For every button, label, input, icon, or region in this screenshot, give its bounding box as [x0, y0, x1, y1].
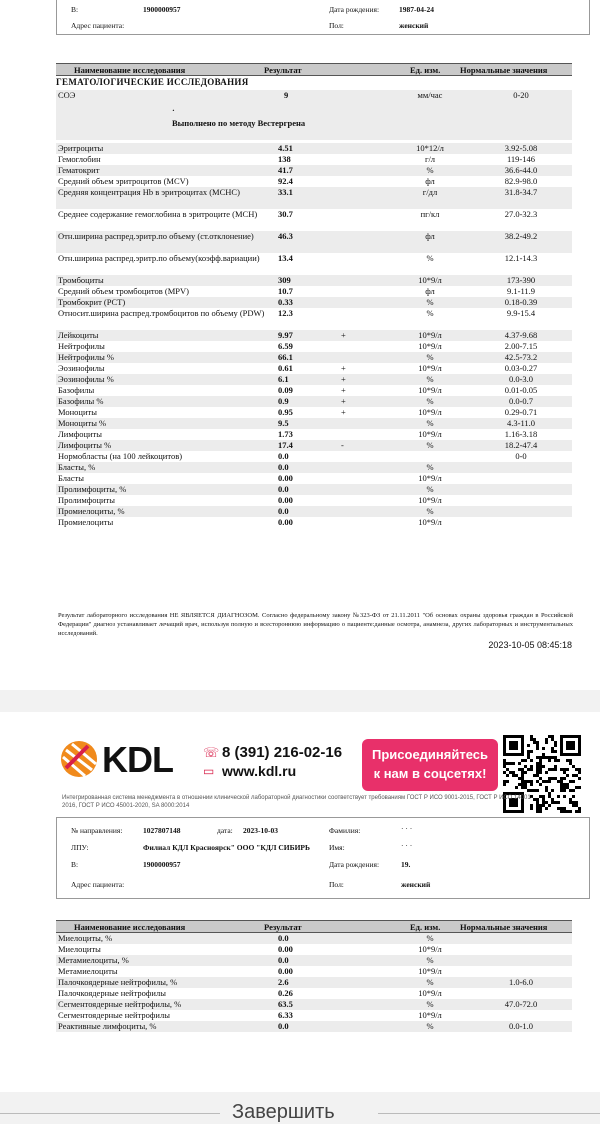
row-unit: 10*12/л: [416, 143, 444, 153]
row-name: Пролимфоциты: [58, 495, 115, 505]
row-value: 0.00: [278, 495, 293, 505]
row-unit: %: [426, 462, 434, 472]
row-name: Тромбоциты: [58, 275, 104, 285]
row-norm: 0.03-0.27: [504, 363, 538, 373]
method-note-row: [56, 102, 572, 140]
table-row: [56, 209, 572, 231]
row-norm: 0.0-0.7: [508, 396, 534, 406]
table-row: [56, 176, 572, 187]
row-norm: 0.01-0.05: [504, 385, 538, 395]
date-value: 2023-10-03: [243, 826, 278, 835]
row-unit: г/дл: [422, 187, 438, 197]
bottom-divider-right: [378, 1113, 600, 1114]
row-flag: +: [341, 407, 346, 417]
row-value: 10.7: [278, 286, 293, 296]
website-link[interactable]: www.kdl.ru: [222, 763, 297, 779]
header-unit-2: Ед. изм.: [410, 922, 441, 932]
lpu-label: ЛПУ:: [71, 843, 89, 852]
table-row: [56, 977, 572, 988]
row-value: 0.0: [278, 955, 289, 965]
row-name: Средняя концентрация Hb в эритроцитах (MCHC): [58, 187, 240, 197]
row-value: 0.00: [278, 966, 293, 976]
id-value-2: 1900000957: [143, 860, 181, 869]
row-value: 0.0: [278, 933, 289, 943]
row-value: 41.7: [278, 165, 293, 175]
table-row: [56, 506, 572, 517]
row-value: 0.00: [278, 473, 293, 483]
disclaimer-footnote: Результат лабораторного исследования НЕ ЯВЛЯЕТСЯ ДИАГНОЗОМ. Согласно федеральному закону №323-ФЗ от 21.11.2011 "Об основах охраны здоровья граждан в Российской Федерации" диагноз устанавливает лечащий врач, используя полную и всестороннюю информацию о пациенте:данные осмотра, анамнеза, других лабораторных и инструментальных исследований.: [58, 612, 573, 637]
finish-button[interactable]: Завершить: [232, 1101, 335, 1123]
table-row: [56, 495, 572, 506]
row-flag: +: [341, 330, 346, 340]
row-name: Гематокрит: [58, 165, 100, 175]
row-unit: %: [426, 999, 434, 1009]
table-row: [56, 429, 572, 440]
bottom-divider-left: [0, 1113, 220, 1114]
row-norm: 1.16-3.18: [504, 429, 538, 439]
patient-info-box: [56, 0, 590, 35]
promo-line-2: к нам в соцсетях!: [373, 766, 487, 781]
row-norm: 31.8-34.7: [504, 187, 538, 197]
phone-number: 8 (391) 216-02-16: [222, 744, 343, 761]
promo-line-1: Присоединяйтесь: [372, 747, 488, 762]
row-unit: %: [426, 440, 434, 450]
row-name: Нейтрофилы: [58, 341, 105, 351]
header-result: Результат: [264, 65, 302, 75]
table-row: [56, 1021, 572, 1032]
row-norm: 9.9-15.4: [506, 308, 536, 318]
row-unit: %: [426, 297, 434, 307]
dob-value-2: 19.: [401, 860, 411, 869]
row-norm: 9.1-11.9: [506, 286, 535, 296]
row-unit: %: [426, 418, 434, 428]
row-value: 17.4: [278, 440, 293, 450]
row-value: 13.4: [278, 253, 293, 263]
row-unit: г/л: [424, 154, 436, 164]
social-promo-banner[interactable]: [362, 739, 498, 791]
table-row: [56, 308, 572, 330]
row-value: 6.1: [278, 374, 289, 384]
table-row: [56, 955, 572, 966]
row-name: Средний объем тромбоцитов (MPV): [58, 286, 189, 296]
sex-label-2: Пол:: [329, 880, 344, 889]
row-value: 30.7: [278, 209, 293, 219]
row-unit: пг/кл: [420, 209, 440, 219]
row-name: Отн.ширина распред.эритр.по объему(коэфф.вариации): [58, 253, 260, 263]
row-value: 0.0: [278, 1021, 289, 1031]
row-unit: фл: [425, 176, 435, 186]
row-unit: 10*9/л: [418, 1010, 442, 1020]
table-row: [56, 352, 572, 363]
row-unit: 10*9/л: [418, 429, 442, 439]
table-row: [56, 462, 572, 473]
kdl-logo-icon: [60, 740, 98, 778]
table-row: [56, 341, 572, 352]
results-table-header: [56, 63, 572, 76]
row-unit: 10*9/л: [418, 275, 442, 285]
table-row: [56, 396, 572, 407]
row-value: 0.0: [278, 462, 289, 472]
header-norm: Нормальные значения: [460, 65, 548, 75]
table-row: [56, 966, 572, 977]
row-unit: 10*9/л: [418, 988, 442, 998]
row-name: Метамиелоциты: [58, 966, 118, 976]
row-value: 12.3: [278, 308, 293, 318]
table-row: [56, 374, 572, 385]
header-name: Наименование исследования: [74, 65, 186, 75]
row-flag: -: [341, 440, 344, 450]
row-name: Базофилы %: [58, 396, 104, 406]
sex-label: Пол:: [329, 21, 344, 30]
row-unit: %: [426, 955, 434, 965]
row-norm: 47.0-72.0: [504, 999, 538, 1009]
row-value: 66.1: [278, 352, 293, 362]
row-value: 46.3: [278, 231, 293, 241]
row-unit: %: [426, 308, 434, 318]
table-row: [56, 418, 572, 429]
table-row: [56, 231, 572, 253]
row-name: Гемоглобин: [58, 154, 101, 164]
row-flag: +: [341, 385, 346, 395]
id-label: В:: [71, 5, 79, 14]
row-unit: 10*9/л: [418, 385, 442, 395]
row-name: СОЭ: [58, 90, 76, 100]
row-name: Среднее содержание гемоглобина в эритроците (MCH): [58, 209, 258, 219]
row-unit: 10*9/л: [418, 407, 442, 417]
results-table-header-2: [56, 920, 572, 933]
row-unit: %: [426, 374, 434, 384]
row-value: 309: [278, 275, 291, 285]
table-row: [56, 988, 572, 999]
row-unit: 10*9/л: [418, 495, 442, 505]
table-row: [56, 363, 572, 374]
row-norm: 2.00-7.15: [504, 341, 538, 351]
address-label: Адрес пациента:: [71, 21, 125, 30]
surname-value: · · ·: [401, 824, 413, 833]
row-name: Бласты: [58, 473, 84, 483]
row-name: Базофилы: [58, 385, 95, 395]
row-value: 1.73: [278, 429, 293, 439]
row-value: 0.0: [278, 451, 289, 461]
row-name: Промиелоциты: [58, 517, 114, 527]
table-row: [56, 385, 572, 396]
phone-icon: ☏: [203, 745, 220, 760]
name-value: · · ·: [401, 841, 413, 850]
table-row: [56, 999, 572, 1010]
id-value: 1900000957: [143, 5, 181, 14]
sex-value: женский: [399, 21, 429, 30]
row-norm: 18.2-47.4: [504, 440, 538, 450]
row-norm: 0-20: [513, 90, 529, 100]
lpu-value: Филиал КДЛ Красноярск" ООО "КДЛ СИБИРЬ: [143, 843, 310, 852]
table-row: [56, 154, 572, 165]
row-norm: 0.0-3.0: [508, 374, 534, 384]
row-name: Нормобласты (на 100 лейкоцитов): [58, 451, 183, 461]
header-unit: Ед. изм.: [410, 65, 441, 75]
table-row: [56, 297, 572, 308]
table-row: [56, 1010, 572, 1021]
row-norm: 3.92-5.08: [504, 143, 538, 153]
row-unit: %: [426, 352, 434, 362]
name-label: Имя:: [329, 843, 345, 852]
row-unit: 10*9/л: [418, 330, 442, 340]
row-norm: 27.0-32.3: [504, 209, 538, 219]
row-name: Палочкоядерные нейтрофилы: [58, 988, 166, 998]
method-dot: ·: [172, 105, 175, 115]
row-flag: +: [341, 363, 346, 373]
table-row: [56, 407, 572, 418]
table-row: [56, 143, 572, 154]
header-norm-2: Нормальные значения: [460, 922, 548, 932]
monitor-icon: ▭: [203, 764, 215, 778]
row-unit: мм/час: [417, 90, 443, 100]
row-unit: %: [426, 1021, 434, 1031]
row-norm: 36.6-44.0: [504, 165, 538, 175]
row-unit: 10*9/л: [418, 944, 442, 954]
row-unit: 10*9/л: [418, 517, 442, 527]
table-row: [56, 484, 572, 495]
table-row: [56, 440, 572, 451]
row-norm: 0.29-0.71: [504, 407, 538, 417]
row-norm: 4.37-9.68: [504, 330, 538, 340]
row-value: 0.61: [278, 363, 293, 373]
row-name: Сегментоядерные нейтрофилы, %: [58, 999, 182, 1009]
table-row: [56, 275, 572, 286]
row-name: Эозинофилы: [58, 363, 105, 373]
row-value: 0.95: [278, 407, 293, 417]
row-norm: 0.18-0.39: [504, 297, 538, 307]
row-value: 63.5: [278, 999, 293, 1009]
row-norm: 173-390: [506, 275, 536, 285]
row-value: 0.26: [278, 988, 293, 998]
row-value: 0.0: [278, 484, 289, 494]
row-flag: +: [341, 396, 346, 406]
referral-label: № направления:: [71, 826, 123, 835]
row-value: 92.4: [278, 176, 293, 186]
row-norm: 42.5-73.2: [504, 352, 538, 362]
row-norm: 38.2-49.2: [504, 231, 538, 241]
row-name: Эозинофилы %: [58, 374, 114, 384]
row-name: Метамиелоциты, %: [58, 955, 129, 965]
row-unit: 10*9/л: [418, 473, 442, 483]
row-unit: фл: [425, 286, 435, 296]
referral-value: 1027807148: [143, 826, 181, 835]
row-name: Нейтрофилы %: [58, 352, 114, 362]
dob-label-2: Дата рождения:: [329, 860, 380, 869]
header-name-2: Наименование исследования: [74, 922, 186, 932]
row-value: 9.5: [278, 418, 289, 428]
id-label-2: В:: [71, 860, 79, 869]
row-value: 0.00: [278, 944, 293, 954]
row-unit: 10*9/л: [418, 363, 442, 373]
row-value: 9.97: [278, 330, 293, 340]
row-unit: %: [426, 253, 434, 263]
section-title: ГЕМАТОЛОГИЧЕСКИЕ ИССЛЕДОВАНИЯ: [56, 77, 249, 87]
table-row: [56, 253, 572, 275]
table-row: [56, 933, 572, 944]
row-value: 0.09: [278, 385, 293, 395]
row-unit: %: [426, 506, 434, 516]
row-unit: %: [426, 484, 434, 494]
row-norm: 119-146: [506, 154, 535, 164]
row-name: Промиелоциты, %: [58, 506, 125, 516]
row-norm: 0-0: [515, 451, 527, 461]
row-name: Сегментоядерные нейтрофилы: [58, 1010, 170, 1020]
row-value: 2.6: [278, 977, 289, 987]
table-row: [56, 330, 572, 341]
row-norm: 4.3-11.0: [506, 418, 535, 428]
row-norm: 82.9-98.0: [504, 176, 538, 186]
row-name: Бласты, %: [58, 462, 96, 472]
row-unit: %: [426, 933, 434, 943]
row-name: Палочкоядерные нейтрофилы, %: [58, 977, 178, 987]
row-unit: %: [426, 165, 434, 175]
row-name: Относит.ширина распред.тромбоцитов по объему (PDW): [58, 308, 265, 318]
row-value: 4.51: [278, 143, 293, 153]
row-name: Средний объем эритроцитов (MCV): [58, 176, 189, 186]
table-row: [56, 451, 572, 462]
row-name: Миелоциты: [58, 944, 101, 954]
date-label: дата:: [217, 826, 233, 835]
row-name: Пролимфоциты, %: [58, 484, 127, 494]
row-name: Миелоциты, %: [58, 933, 113, 943]
row-value: 6.33: [278, 1010, 293, 1020]
table-row: [56, 187, 572, 209]
row-name: Моноциты: [58, 407, 97, 417]
sex-value-2: женский: [401, 880, 431, 889]
report-timestamp: 2023-10-05 08:45:18: [488, 640, 572, 650]
row-value: 6.59: [278, 341, 293, 351]
row-value: 9: [284, 90, 289, 100]
address-label-2: Адрес пациента:: [71, 880, 125, 889]
surname-label: Фамилия:: [329, 826, 361, 835]
row-name: Лейкоциты: [58, 330, 99, 340]
row-norm: 12.1-14.3: [504, 253, 538, 263]
row-name: Моноциты %: [58, 418, 107, 428]
row-value: 138: [278, 154, 291, 164]
row-value: 0.33: [278, 297, 293, 307]
report-page-2: [0, 712, 600, 1092]
row-name: Лимфоциты %: [58, 440, 112, 450]
row-name: Лимфоциты: [58, 429, 102, 439]
row-flag: +: [341, 374, 346, 384]
row-name: Отн.ширина распред.эритр.по объему (ст.отклонение): [58, 231, 254, 241]
table-row-soe: [56, 90, 572, 102]
row-value: 33.1: [278, 187, 293, 197]
row-norm: 1.0-6.0: [508, 977, 534, 987]
row-unit: 10*9/л: [418, 341, 442, 351]
dob-label: Дата рождения:: [329, 5, 380, 14]
row-value: 0.0: [278, 506, 289, 516]
certification-note: Интегрированная система менеджмента в отношении клинической лабораторной диагностики соответствует требованиям ГОСТ Р ИСО 9001-2015, ГОСТ Р ИСО 14001-2016, ГОСТ Р ИСО 45001-2020, SA 8000:2014: [62, 795, 533, 809]
row-value: 0.00: [278, 517, 293, 527]
table-row: [56, 165, 572, 176]
row-norm: 0.0-1.0: [508, 1021, 534, 1031]
dob-value: 1987-04-24: [399, 5, 434, 14]
table-row: [56, 944, 572, 955]
method-note: Выполнено по методу Вестергрена: [172, 118, 306, 128]
table-row: [56, 473, 572, 484]
row-value: 0.9: [278, 396, 289, 406]
row-unit: фл: [425, 231, 435, 241]
header-result-2: Результат: [264, 922, 302, 932]
table-row: [56, 286, 572, 297]
row-unit: %: [426, 977, 434, 987]
table-row: [56, 517, 572, 528]
kdl-logo-text: KDL: [102, 739, 173, 780]
row-name: Тромбокрит (PCT): [58, 297, 126, 307]
row-name: Реактивные лимфоциты, %: [58, 1021, 157, 1031]
row-name: Эритроциты: [58, 143, 104, 153]
row-unit: 10*9/л: [418, 966, 442, 976]
referral-info-box: [56, 817, 590, 899]
row-unit: %: [426, 396, 434, 406]
